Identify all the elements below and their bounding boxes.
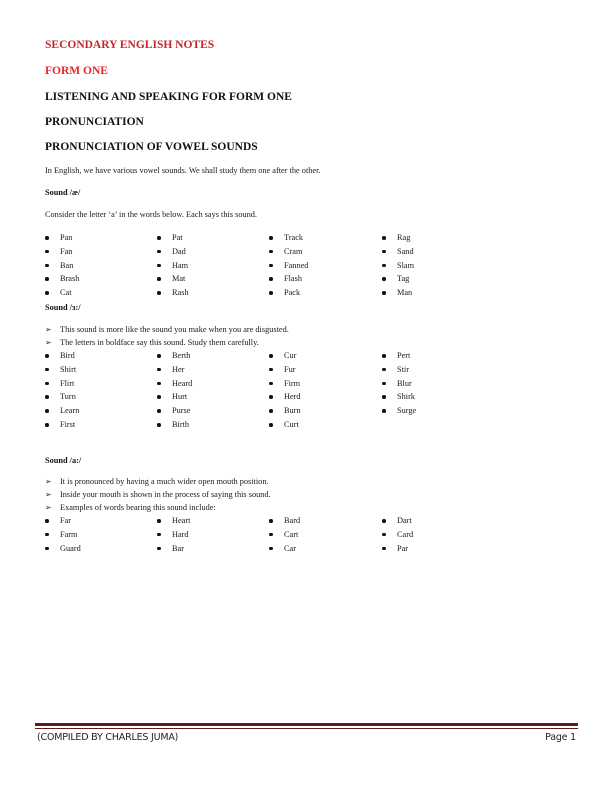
word-text: Par — [397, 543, 409, 553]
word-row — [45, 406, 505, 420]
bullet-dot-icon — [157, 354, 161, 358]
bullet-dot-icon — [382, 277, 386, 281]
point-text: It is pronounced by having a much wider open mouth position. — [60, 477, 269, 486]
bullet-dot-icon — [157, 409, 161, 413]
word-text: Slam — [397, 260, 415, 270]
word-text: Cart — [284, 529, 299, 539]
bullet-dot-icon — [269, 368, 273, 372]
word-row — [45, 516, 505, 530]
word-text: Heard — [172, 378, 193, 388]
word-text: Shirk — [397, 392, 415, 402]
bullet-dot-icon — [269, 354, 273, 358]
bullet-dot-icon — [269, 250, 273, 254]
sound-heading-ae: Sound /æ/ — [45, 188, 81, 197]
bullet-dot-icon — [45, 547, 49, 551]
arrowhead-bullet-icon: ➢ — [45, 337, 52, 347]
subtopic-heading: PRONUNCIATION — [45, 116, 144, 128]
bullet-dot-icon — [382, 236, 386, 240]
document-title: SECONDARY ENGLISH NOTES — [45, 39, 215, 51]
word-text: Shirt — [60, 364, 77, 374]
bullet-dot-icon — [45, 409, 49, 413]
word-text: Ham — [172, 260, 189, 270]
word-text: Surge — [397, 406, 417, 416]
word-text: Blur — [397, 378, 412, 388]
word-row — [45, 274, 505, 288]
bullet-dot-icon — [45, 291, 49, 295]
word-row — [45, 365, 505, 379]
word-list-a-long — [45, 516, 505, 557]
bullet-dot-icon — [269, 277, 273, 281]
word-text: Mat — [172, 274, 186, 284]
word-text: Berth — [172, 351, 191, 360]
footer-rule-thick — [35, 723, 578, 726]
bullet-dot-icon — [382, 533, 386, 537]
word-text: Brash — [60, 274, 80, 284]
sound-ae-note: Consider the letter ‘a’ in the words below. Each says this sound. — [45, 210, 257, 219]
bullet-dot-icon — [157, 264, 161, 268]
bullet-dot-icon — [269, 382, 273, 386]
topic-heading: LISTENING AND SPEAKING FOR FORM ONE — [45, 91, 292, 103]
word-text: Sand — [397, 246, 414, 256]
bullet-dot-icon — [382, 354, 386, 358]
word-text: Learn — [60, 406, 80, 416]
bullet-dot-icon — [382, 382, 386, 386]
bullet-dot-icon — [45, 264, 49, 268]
word-text: Fur — [284, 364, 296, 374]
word-text: Her — [172, 364, 185, 374]
word-text: Rash — [172, 288, 189, 298]
word-text: Curt — [284, 419, 299, 429]
word-text: Track — [284, 233, 304, 242]
bullet-dot-icon — [382, 395, 386, 399]
bullet-dot-icon — [45, 277, 49, 281]
word-row — [45, 247, 505, 261]
bullet-dot-icon — [269, 547, 273, 551]
bullet-dot-icon — [269, 264, 273, 268]
arrowhead-bullet-icon: ➢ — [45, 502, 52, 512]
arrowhead-bullet-icon: ➢ — [45, 489, 52, 499]
word-row — [45, 530, 505, 544]
bullet-dot-icon — [157, 423, 161, 427]
arrowhead-bullet-icon: ➢ — [45, 477, 52, 486]
word-row — [45, 233, 505, 247]
bullet-dot-icon — [269, 236, 273, 240]
bullet-dot-icon — [45, 236, 49, 240]
bullet-dot-icon — [45, 382, 49, 386]
word-text: Man — [397, 288, 413, 298]
bullet-dot-icon — [45, 423, 49, 427]
footer-page-number: Page 1 — [545, 732, 576, 743]
word-text: Far — [60, 516, 72, 525]
bullet-dot-icon — [269, 519, 273, 523]
word-text: Cram — [284, 246, 303, 256]
word-text: Farm — [60, 529, 78, 539]
bullet-dot-icon — [45, 519, 49, 523]
footer-rule-thin — [35, 728, 578, 729]
point-text: Inside your mouth is shown in the process of saying this sound. — [60, 489, 271, 499]
word-row — [45, 288, 505, 302]
footer-author: (COMPILED BY CHARLES JUMA) — [37, 732, 179, 743]
bullet-dot-icon — [157, 533, 161, 537]
word-text: Bird — [60, 351, 75, 360]
word-row — [45, 261, 505, 275]
bullet-dot-icon — [382, 409, 386, 413]
sound-heading-er: Sound /ɜ:/ — [45, 303, 81, 312]
word-text: Pan — [60, 233, 73, 242]
word-text: Pack — [284, 288, 301, 298]
word-text: Cur — [284, 351, 297, 360]
section-heading: PRONUNCIATION OF VOWEL SOUNDS — [45, 141, 258, 153]
bullet-dot-icon — [157, 547, 161, 551]
word-row — [45, 544, 505, 558]
bullet-dot-icon — [45, 395, 49, 399]
word-text: Guard — [60, 543, 81, 553]
word-row — [45, 392, 505, 406]
word-text: Fanned — [284, 260, 309, 270]
bullet-dot-icon — [45, 533, 49, 537]
word-text: Bard — [284, 516, 301, 525]
word-text: Dart — [397, 516, 412, 525]
point-text: This sound is more like the sound you make when you are disgusted. — [60, 325, 289, 334]
bullet-dot-icon — [269, 395, 273, 399]
arrowhead-bullet-icon: ➢ — [45, 325, 52, 334]
bullet-dot-icon — [382, 264, 386, 268]
word-text: Tag — [397, 274, 410, 284]
bullet-dot-icon — [269, 533, 273, 537]
bullet-dot-icon — [45, 354, 49, 358]
word-text: Purse — [172, 406, 191, 416]
bullet-dot-icon — [157, 236, 161, 240]
word-text: Fan — [60, 246, 73, 256]
word-row — [45, 420, 505, 434]
word-text: Rag — [397, 233, 411, 242]
word-list-er — [45, 351, 505, 434]
word-row — [45, 351, 505, 365]
word-text: Firm — [284, 378, 301, 388]
word-text: Stir — [397, 364, 409, 374]
bullet-dot-icon — [382, 519, 386, 523]
word-row — [45, 379, 505, 393]
bullet-dot-icon — [269, 291, 273, 295]
bullet-dot-icon — [157, 291, 161, 295]
word-text: Pat — [172, 233, 183, 242]
word-text: Ban — [60, 260, 74, 270]
intro-paragraph: In English, we have various vowel sounds. We shall study them one after the other. — [45, 166, 321, 175]
word-text: Birth — [172, 419, 190, 429]
word-text: Car — [284, 543, 296, 553]
bullet-dot-icon — [157, 250, 161, 254]
word-text: First — [60, 419, 76, 429]
word-text: Flash — [284, 274, 302, 284]
bullet-dot-icon — [157, 395, 161, 399]
bullet-dot-icon — [157, 368, 161, 372]
bullet-dot-icon — [269, 409, 273, 413]
point-text: The letters in boldface say this sound. Study them carefully. — [60, 337, 259, 347]
bullet-dot-icon — [157, 519, 161, 523]
word-text: Turn — [60, 392, 76, 402]
word-list-ae — [45, 233, 505, 302]
bullet-dot-icon — [382, 547, 386, 551]
bullet-dot-icon — [382, 291, 386, 295]
word-text: Hard — [172, 529, 189, 539]
bullet-dot-icon — [157, 382, 161, 386]
word-text: Bar — [172, 543, 184, 553]
word-text: Flirt — [60, 378, 75, 388]
bullet-dot-icon — [45, 368, 49, 372]
word-text: Herd — [284, 392, 301, 402]
bullet-dot-icon — [382, 368, 386, 372]
sound-heading-a-long: Sound /a:/ — [45, 456, 82, 465]
word-text: Burn — [284, 406, 301, 416]
form-heading: FORM ONE — [45, 65, 108, 77]
bullet-dot-icon — [382, 250, 386, 254]
word-text: Card — [397, 529, 414, 539]
point-text: Examples of words bearing this sound include: — [60, 502, 216, 512]
word-text: Cat — [60, 288, 72, 298]
word-text: Pert — [397, 351, 411, 360]
bullet-dot-icon — [269, 423, 273, 427]
word-text: Hurt — [172, 392, 188, 402]
bullet-dot-icon — [157, 277, 161, 281]
word-text: Dad — [172, 246, 186, 256]
bullet-dot-icon — [45, 250, 49, 254]
word-text: Heart — [172, 516, 191, 525]
